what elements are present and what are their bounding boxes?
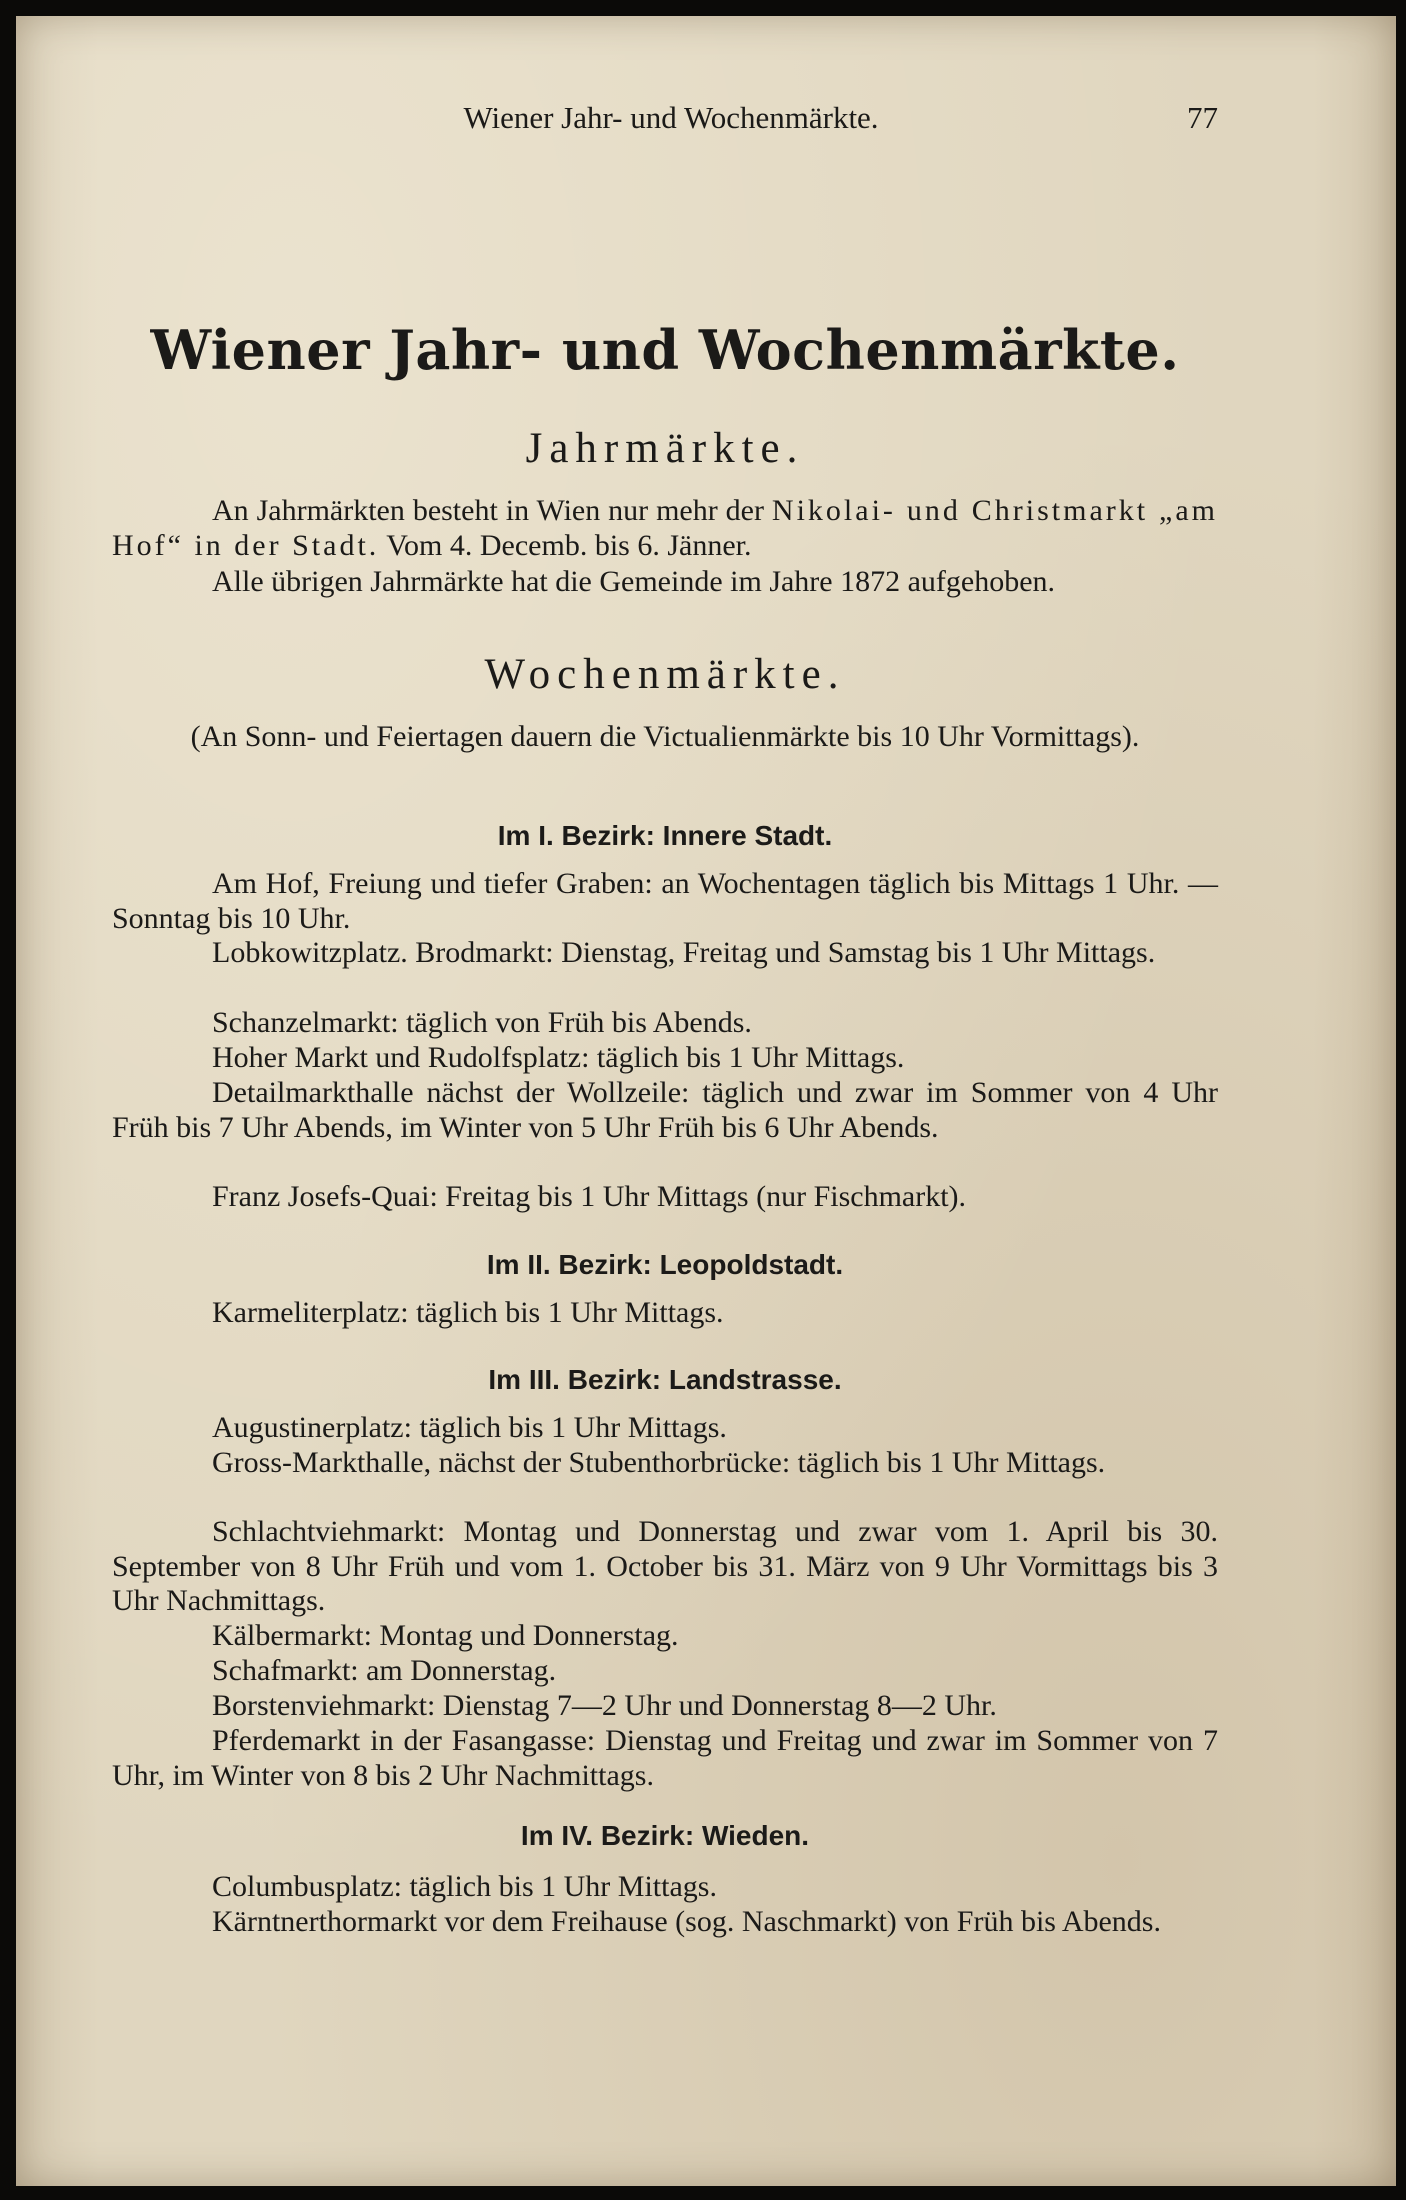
section-heading-jahrmaerkte: Jahrmärkte. [525,425,805,472]
market-entry: Am Hof, Freiung und tiefer Graben: an Wochentagen täglich bis Mittags 1 Uhr. — Sonntag bis 10 Uhr. [112,867,1218,935]
paragraph-text: An Jahrmärkten besteht in Wien nur mehr der [212,494,772,527]
paragraph-jahrmaerkte-1 [112,494,1218,563]
market-entry: Kälbermarkt: Montag und Donnerstag. [212,1619,679,1652]
market-entry: Detailmarkthalle nächst der Wollzeile: täglich und zwar im Sommer von 4 Uhr Früh bis 7 Uhr Abends, im Winter von 5 Uhr Früh bis 6 Uhr Abends. [112,1076,1218,1144]
book-page [16,16,1396,2186]
market-entry: Augustinerplatz: täglich bis 1 Uhr Mittags. [212,1411,727,1444]
market-entry: Schlachtviehmarkt: Montag und Donnerstag und zwar vom 1. April bis 30. September von 8 Uhr Früh und vom 1. October bis 31. März von 9 Uhr Vormittags bis 3 Uhr Nachmittags. [112,1515,1218,1617]
district-heading-3: Im III. Bezirk: Landstrasse. [488,1364,842,1395]
market-entry: Karmeliterplatz: täglich bis 1 Uhr Mittags. [212,1296,724,1329]
market-entry: Lobkowitzplatz. Brodmarkt: Dienstag, Freitag und Samstag bis 1 Uhr Mittags. [212,936,1156,969]
market-entry: Hoher Markt und Rudolfsplatz: täglich bis 1 Uhr Mittags. [212,1041,905,1074]
market-entry: Columbusplatz: täglich bis 1 Uhr Mittags. [212,1870,717,1903]
district-heading-4: Im IV. Bezirk: Wieden. [520,1820,810,1851]
district-heading-1: Im I. Bezirk: Innere Stadt. [497,820,833,851]
paragraph-text-spaced: Nikolai- und Christmarkt „am Hof“ in der Stadt. [112,494,1219,562]
section-heading-wochenmaerkte: Wochenmärkte. [484,651,846,698]
page-title: Wiener Jahr- und Wochenmärkte. [150,318,1180,382]
market-entry: Pferdemarkt in der Fasangasse: Dienstag und Freitag und zwar im Sommer von 7 Uhr, im Winter von 8 bis 2 Uhr Nachmittags. [112,1724,1218,1792]
running-head-title: Wiener Jahr- und Wochenmärkte. [463,100,879,135]
market-entry: Franz Josefs-Quai: Freitag bis 1 Uhr Mittags (nur Fischmarkt). [212,1180,967,1213]
market-entry: Schanzelmarkt: täglich von Früh bis Abends. [212,1006,752,1039]
page-number: 77 [1187,100,1218,135]
market-entry: Borstenviehmarkt: Dienstag 7—2 Uhr und Donnerstag 8—2 Uhr. [212,1689,997,1722]
paragraph-text: Vom 4. Decemb. bis 6. Jänner. [379,528,752,562]
district-heading-2: Im II. Bezirk: Leopoldstadt. [486,1249,844,1280]
market-entry: Gross-Markthalle, nächst der Stubenthorbrücke: täglich bis 1 Uhr Mittags. [212,1446,1106,1479]
paragraph-jahrmaerkte-2: Alle übrigen Jahrmärkte hat die Gemeinde im Jahre 1872 aufgehoben. [212,565,1056,598]
market-entry: Schafmarkt: am Donnerstag. [212,1654,557,1687]
running-head [112,96,1218,140]
market-entry: Kärntnerthormarkt vor dem Freihause (sog. Naschmarkt) von Früh bis Abends. [212,1905,1161,1938]
wochenmaerkte-note: (An Sonn- und Feiertagen dauern die Victualienmärkte bis 10 Uhr Vormittags). [190,720,1140,753]
